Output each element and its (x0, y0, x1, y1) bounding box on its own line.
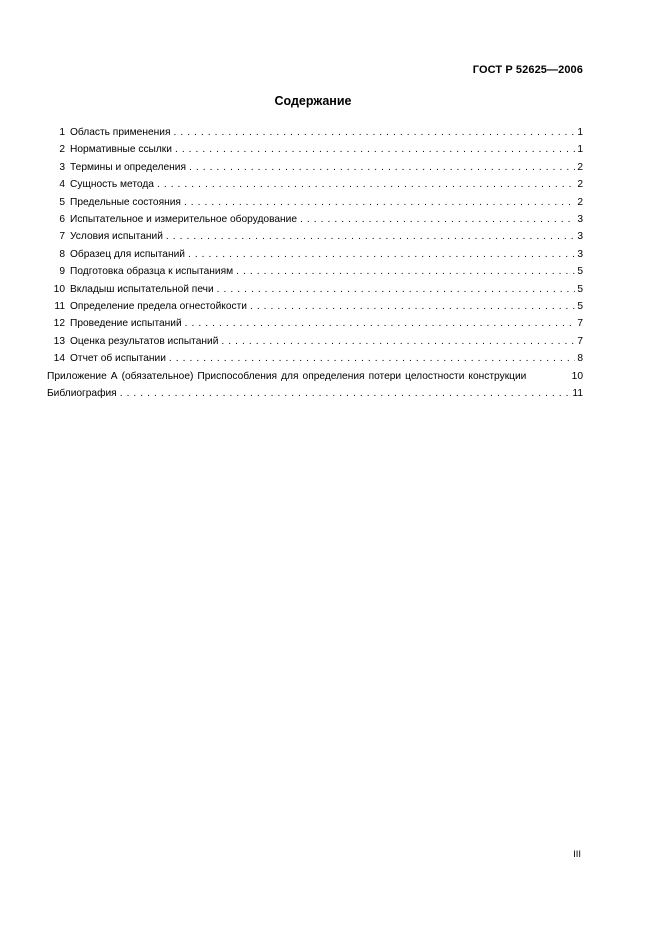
toc-entry-page: 1 (577, 127, 583, 138)
toc-entry-number: 4 (59, 179, 65, 191)
toc-entry-page: 5 (577, 266, 583, 278)
toc-entry-number: 9 (59, 266, 65, 278)
toc-leader-dots (236, 263, 575, 280)
toc-leader-dots (184, 194, 575, 211)
toc-entry (47, 315, 583, 332)
toc-leader-dots (157, 176, 575, 193)
table-of-contents (47, 124, 583, 403)
toc-entry-page: 2 (577, 161, 583, 173)
toc-entry-title: Испытательное и измерительное оборудование (70, 214, 298, 226)
toc-leader-dots (169, 350, 575, 367)
toc-entry-number: 6 (59, 214, 65, 226)
toc-title: Содержание (274, 94, 352, 108)
toc-appendix-title: Приложение А (обязательное) Приспособления для определения потери целостности конструкции (47, 370, 527, 382)
toc-entry-title: Условия испытаний (70, 231, 163, 243)
toc-entry-page: 3 (577, 248, 583, 260)
toc-entry-number: 8 (59, 248, 65, 260)
toc-entry-page: 8 (577, 353, 583, 365)
toc-entry (47, 194, 583, 211)
toc-entry (47, 246, 583, 263)
page-number: III (573, 849, 581, 860)
toc-entry-title: Вкладыш испытательной печи (70, 283, 214, 295)
toc-bibliography-title: Библиография (47, 388, 117, 400)
toc-entry-number: 5 (59, 196, 65, 208)
toc-entry (47, 176, 583, 193)
toc-entry-number: 7 (59, 231, 65, 243)
toc-entry (47, 211, 583, 228)
toc-entry-number: 10 (53, 283, 65, 295)
toc-entry-number: 12 (53, 318, 65, 330)
toc-entry-page: 2 (577, 196, 583, 208)
toc-entry-number: 2 (59, 144, 65, 156)
toc-entry-title: Отчет об испытании (70, 353, 166, 365)
toc-leader-dots (173, 124, 575, 141)
toc-entry-title: Область применения (70, 127, 171, 138)
toc-leader-dots (166, 228, 575, 245)
toc-entry-title: Сущность метода (70, 179, 154, 191)
toc-entry (47, 281, 583, 298)
toc-appendix-page: 10 (571, 370, 583, 382)
toc-entry (47, 263, 583, 280)
toc-bibliography-entry (47, 385, 583, 402)
toc-bibliography-page: 11 (572, 388, 583, 400)
toc-entry-page: 3 (577, 231, 583, 243)
toc-entry (47, 124, 583, 141)
toc-entry (47, 228, 583, 245)
toc-entry (47, 298, 583, 315)
toc-leader-dots (189, 159, 575, 176)
toc-leader-dots (120, 385, 571, 402)
toc-entry (47, 350, 583, 367)
toc-leader-dots (188, 246, 575, 263)
toc-entry-title: Предельные состояния (70, 196, 181, 208)
toc-entry-title: Оценка результатов испытаний (70, 335, 219, 347)
toc-entry-title: Термины и определения (70, 161, 186, 173)
document-code: ГОСТ Р 52625—2006 (472, 64, 583, 76)
toc-entry (47, 141, 583, 158)
toc-entry-page: 2 (577, 179, 583, 191)
toc-entry-number: 13 (53, 335, 65, 347)
toc-entry-page: 1 (577, 144, 583, 156)
toc-entry-page: 7 (577, 335, 583, 347)
toc-entry-page: 7 (577, 318, 583, 330)
toc-leader-dots (175, 141, 575, 158)
toc-entry-number: 1 (59, 127, 65, 138)
toc-entry-title: Определение предела огнестойкости (70, 301, 247, 313)
toc-leader-dots (217, 281, 576, 298)
toc-entry-title: Подготовка образца к испытаниям (70, 266, 234, 278)
toc-entry-title: Нормативные ссылки (70, 144, 172, 156)
toc-entry-page: 5 (577, 301, 583, 313)
toc-leader-dots (221, 333, 575, 350)
toc-entry-number: 3 (59, 161, 65, 173)
toc-leader-dots (250, 298, 575, 315)
toc-entry-number: 14 (53, 353, 65, 365)
toc-leader-dots (185, 315, 576, 332)
toc-entry-number: 11 (54, 301, 65, 313)
toc-entry-page: 5 (577, 283, 583, 295)
toc-entry-title: Проведение испытаний (70, 318, 182, 330)
toc-appendix-entry (47, 368, 583, 385)
toc-entry (47, 333, 583, 350)
toc-leader-dots (300, 211, 575, 228)
toc-entry-page: 3 (577, 214, 583, 226)
toc-entry-title: Образец для испытаний (70, 248, 185, 260)
toc-entry (47, 159, 583, 176)
